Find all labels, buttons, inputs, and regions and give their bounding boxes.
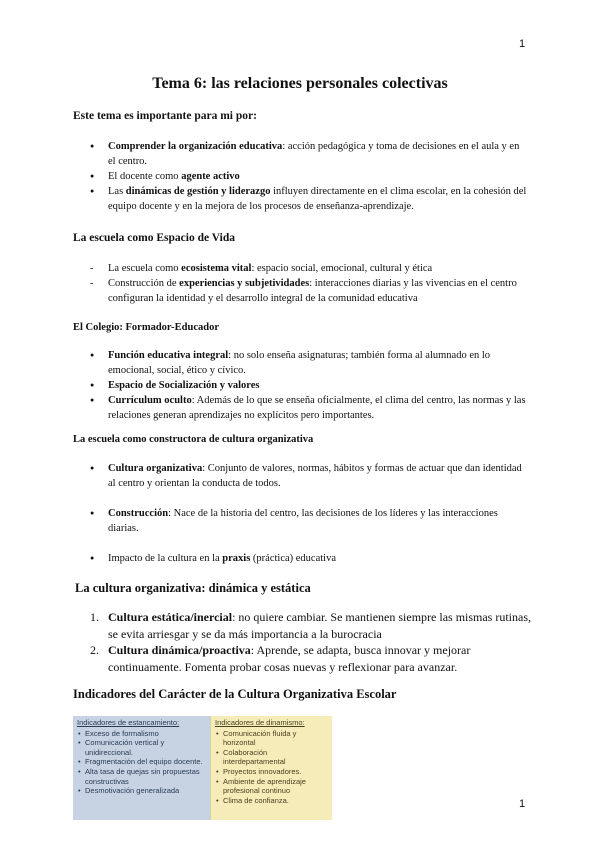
list-item: • Comunicación vertical y unidireccional.	[77, 738, 206, 757]
list-item: • Proyectos innovadores.	[215, 767, 328, 777]
list-item: ● Construcción: Nace de la historia del centro, las decisiones de los líderes y las interacciones diarias.	[0, 506, 528, 536]
dinamica-estatica-list	[0, 609, 533, 675]
bullet-icon	[90, 139, 102, 155]
list-item: • Clima de confianza.	[215, 796, 328, 806]
colegio-list	[0, 348, 528, 423]
list-item: ● Impacto de la cultura en la praxis (práctica) educativa	[0, 551, 528, 566]
list-item: • Colaboración interdepartamental	[215, 748, 328, 767]
section-heading-colegio: El Colegio: Formador-Educador	[73, 322, 220, 333]
bullet-icon	[90, 378, 102, 394]
list-number: 1.	[90, 610, 99, 624]
section-heading-indicadores: Indicadores del Carácter de la Cultura Organizativa Escolar	[73, 687, 397, 701]
stagnation-title: Indicadores de estancamiento:	[77, 718, 180, 727]
list-item: • Exceso de formalismo	[77, 729, 206, 739]
list-item: • Comunicación fluida y horizontal	[215, 729, 328, 748]
list-item: • Ambiente de aprendizaje profesional continuo	[215, 777, 328, 796]
list-item: ● Espacio de Socialización y valores	[0, 378, 528, 393]
stagnation-column	[73, 716, 211, 820]
section-heading-espacio-vida: La escuela como Espacio de Vida	[73, 232, 235, 244]
importance-list	[0, 139, 528, 214]
dash-icon	[90, 276, 102, 291]
list-item: ● Comprender la organización educativa: acción pedagógica y toma de decisiones en el aula y en el centro.	[0, 139, 528, 169]
cultura-list	[0, 461, 528, 566]
list-item: ● Las dinámicas de gestión y liderazgo influyen directamente en el clima escolar, en la cohesión del equipo docente y en la mejora de los procesos de enseñanza-aprendizaje.	[0, 184, 528, 214]
list-item: ● El docente como agente activo	[0, 169, 528, 184]
bullet-icon	[90, 348, 102, 364]
bullet-icon	[90, 506, 102, 522]
list-item: • Fragmentación del equipo docente.	[77, 757, 206, 767]
list-item: - La escuela como ecosistema vital: espacio social, emocional, cultural y ética	[0, 261, 528, 276]
bullet-icon	[90, 551, 102, 567]
list-item: - Construcción de experiencias y subjetividades: interacciones diarias y las vivencias en el centro configuran la identidad y el desarrollo integral de la comunidad educativa	[0, 276, 528, 306]
indicators-table	[73, 716, 332, 820]
dynamism-list	[215, 729, 328, 806]
dash-icon	[90, 261, 102, 276]
espacio-vida-list	[0, 261, 528, 306]
page-number-bottom: 1	[519, 798, 526, 810]
page-number-top: 1	[519, 38, 526, 50]
bullet-icon	[90, 393, 102, 409]
section-heading-cultura-organizativa: La escuela como constructora de cultura organizativa	[73, 434, 314, 445]
dynamism-title: Indicadores de dinamismo:	[215, 718, 305, 727]
list-item: 1. Cultura estática/inercial: no quiere cambiar. Se mantienen siempre las mismas rutinas, se evita arriesgar y se da más importancia a la burocracia	[90, 610, 532, 641]
section-heading-dinamica-estatica: La cultura organizativa: dinámica y estática	[75, 581, 311, 595]
page-title: Tema 6: las relaciones personales colectivas	[152, 75, 448, 92]
bullet-icon	[90, 461, 102, 477]
list-item: ● Currículum oculto: Además de lo que se enseña oficialmente, el clima del centro, las normas y las relaciones generan aprendizajes no explícitos pero importantes.	[0, 393, 528, 423]
list-item: • Desmotivación generalizada	[77, 786, 206, 796]
list-item: • Alta tasa de quejas sin propuestas constructivas	[77, 767, 206, 786]
list-number: 2.	[90, 643, 99, 657]
section-heading-importance: Este tema es importante para mi por:	[73, 110, 257, 122]
list-item: 2. Cultura dinámica/proactiva: Aprende, se adapta, busca innovar y mejorar continuamente. Fomenta probar cosas nuevas y reflexionar para avanzar.	[90, 643, 471, 674]
list-item: ● Cultura organizativa: Conjunto de valores, normas, hábitos y formas de actuar que dan identidad al centro y orientan la conducta de todos.	[0, 461, 528, 491]
list-item: ● Función educativa integral: no solo enseña asignaturas; también forma al alumnado en lo emocional, social, ético y cívico.	[0, 348, 528, 378]
stagnation-list	[77, 729, 206, 796]
dynamism-column	[211, 716, 332, 820]
bullet-icon	[90, 169, 102, 185]
bullet-icon	[90, 184, 102, 200]
